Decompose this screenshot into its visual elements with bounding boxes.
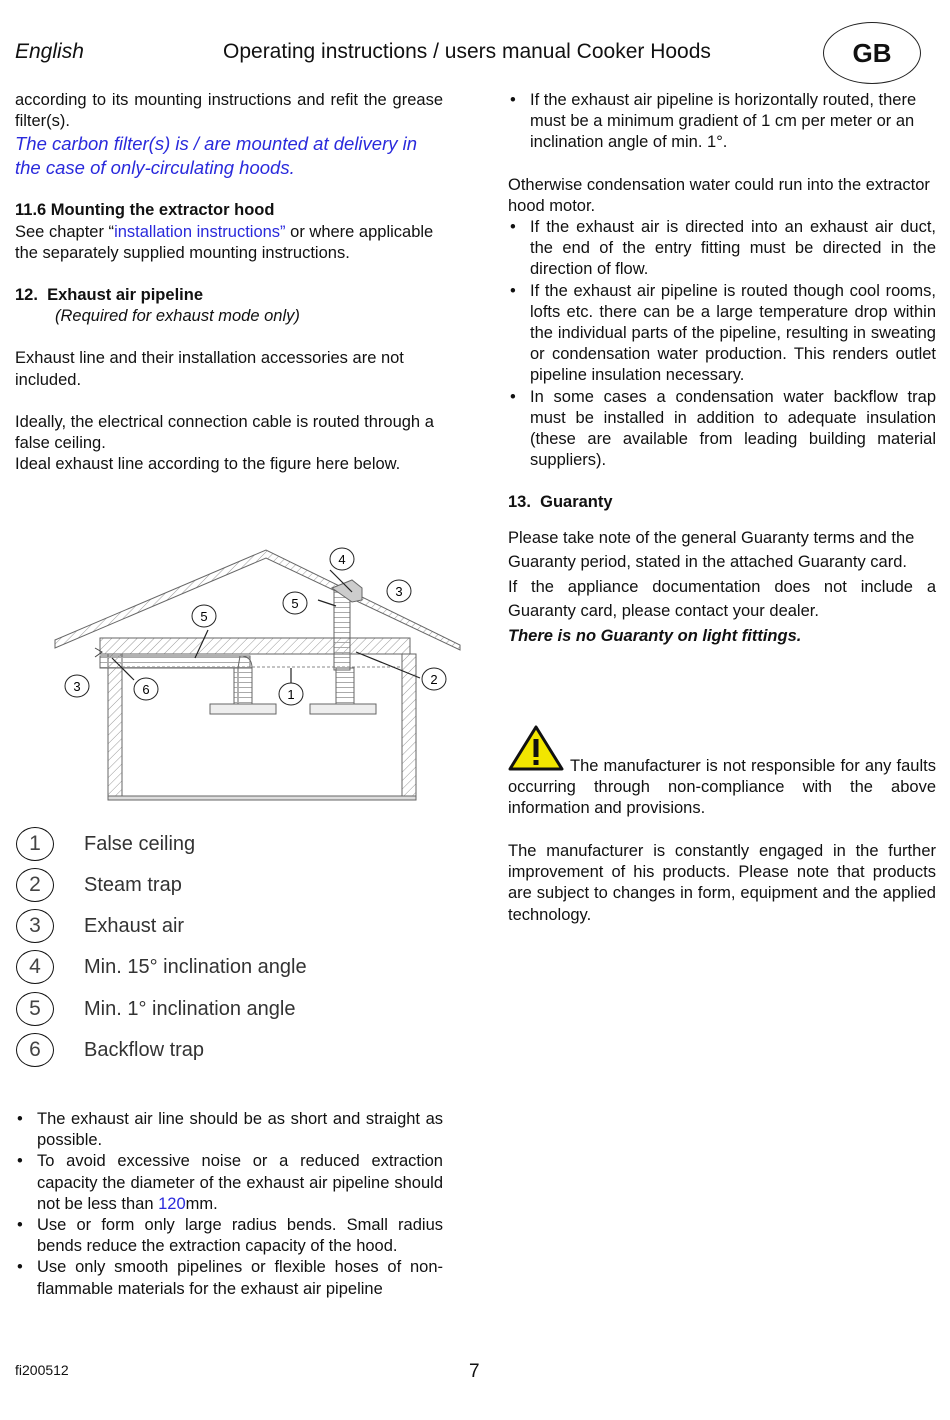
svg-text:5: 5 <box>200 609 208 624</box>
carbon-filter-note: The carbon filter(s) is / are mounted at delivery in the case of only-circulating hoods. <box>15 133 418 178</box>
list-item: • Use only smooth pipelines or flexible hoses of non-flammable materials for the exhaust air pipeline <box>15 1257 443 1299</box>
list-item: • To avoid excessive noise or a reduced extraction capacity the diameter of the exhaust air pipeline should not be less than 120mm. <box>15 1151 443 1215</box>
header-language: English <box>15 40 84 63</box>
legend-item <box>16 906 184 946</box>
language-badge: GB <box>823 22 921 84</box>
legend-item <box>16 865 182 905</box>
legend-number: 2 <box>16 868 54 902</box>
legend-item <box>16 824 195 864</box>
installation-instructions-link[interactable]: installation instructions” <box>114 222 286 241</box>
product-improvement-paragraph: The manufacturer is constantly engaged in the further improvement of his products. Please note that products are subject to changes in form, equipment and the applied technology. <box>508 842 936 924</box>
condensation-paragraph: Otherwise condensation water could run into the extractor hood motor. <box>508 175 930 215</box>
list-item: • If the exhaust air is directed into an exhaust air duct, the end of the entry fitting must be directed in the direction of flow. <box>508 217 936 281</box>
hood-right <box>310 704 376 714</box>
light-fittings-note: There is no Guaranty on light fittings. <box>508 626 802 645</box>
document-code: fi200512 <box>15 1362 69 1378</box>
legend-item <box>16 947 307 987</box>
exhaust-line-diagram <box>40 540 480 810</box>
svg-text:5: 5 <box>291 596 299 611</box>
legend-number: 6 <box>16 1033 54 1067</box>
callout-4 <box>330 548 354 570</box>
legend-label: Min. 1° inclination angle <box>84 997 296 1020</box>
svg-text:3: 3 <box>395 584 403 599</box>
cable-routing-paragraph: Ideally, the electrical connection cable is routed through a false ceiling. <box>15 412 434 453</box>
hood-chimney-left <box>234 668 252 704</box>
callout-3-left <box>65 675 89 697</box>
see-chapter-paragraph: See chapter “installation instructions” or where applicable the separately supplied mounting instructions. <box>15 222 434 262</box>
svg-text:6: 6 <box>142 682 150 697</box>
legend-number: 3 <box>16 909 54 943</box>
right-column-text <box>508 90 936 648</box>
callout-6-left <box>134 678 158 700</box>
not-included-paragraph: Exhaust line and their installation accessories are not included. <box>15 349 404 389</box>
legend-label: Min. 15° inclination angle <box>84 955 307 978</box>
list-item: • In some cases a condensation water backflow trap must be installed in addition to adequate insulation (these are available from leading building material suppliers). <box>508 387 936 472</box>
header-title: Operating instructions / users manual Cooker Hoods <box>223 40 711 63</box>
list-item: • If the exhaust air pipeline is routed though cool rooms, lofts etc. there can be a large temperature drop within the individual parts of the pipeline, resulting in sweating or condensation water production. This renders outlet pipeline insulation necessary. <box>508 281 936 387</box>
callout-1 <box>279 683 303 705</box>
list-item: • If the exhaust air pipeline is horizontally routed, there must be a minimum gradient of 1 cm per meter or an inclination angle of min. 1°. <box>508 90 936 154</box>
legend-number: 1 <box>16 827 54 861</box>
floor <box>108 796 416 800</box>
legend-item <box>16 1030 204 1070</box>
manufacturer-liability-paragraph: The manufacturer is not responsible for any faults occurring through non-compliance with the above information and provisions. <box>508 757 936 818</box>
callout-2 <box>422 668 446 690</box>
refit-paragraph: according to its mounting instructions and refit the grease filter(s). <box>15 91 443 131</box>
left-column-text <box>15 90 443 475</box>
list-item: • The exhaust air line should be as short and straight as possible. <box>15 1109 443 1151</box>
hood-chimney-right <box>336 668 354 704</box>
section-11-6-heading: 11.6 Mounting the extractor hood <box>15 201 275 220</box>
callout-6-top <box>283 592 307 614</box>
ideal-line-paragraph: Ideal exhaust line according to the figure here below. <box>15 455 401 474</box>
list-item: • Use or form only large radius bends. Small radius bends reduce the extraction capacity of the hood. <box>15 1215 443 1257</box>
svg-text:2: 2 <box>430 672 438 687</box>
legend-label: Steam trap <box>84 873 182 896</box>
svg-text:3: 3 <box>73 679 81 694</box>
guaranty-terms-paragraph: Please take note of the general Guaranty terms and the Guaranty period, stated in the attached Guaranty card. <box>508 528 915 572</box>
pipeline-rules <box>15 1109 443 1300</box>
legend-label: False ceiling <box>84 832 196 855</box>
legend-number: 5 <box>16 992 54 1026</box>
legend-label: Backflow trap <box>84 1038 205 1061</box>
left-wall <box>108 654 122 800</box>
arrow-6-top <box>318 600 336 606</box>
legend-label: Exhaust air <box>84 914 185 937</box>
callout-3-top <box>387 580 411 602</box>
section-12-heading: 12. Exhaust air pipeline <box>15 286 203 305</box>
svg-text:1: 1 <box>287 687 295 702</box>
callout-5 <box>192 605 216 627</box>
section-13-heading: 13. Guaranty <box>508 493 613 512</box>
section-12-subtitle: (Required for exhaust mode only) <box>55 307 300 326</box>
hood-left <box>210 704 276 714</box>
svg-text:4: 4 <box>338 552 346 567</box>
ceiling-slab <box>100 638 410 654</box>
legend-item <box>16 989 295 1029</box>
vertical-pipe <box>334 588 350 670</box>
page-number: 7 <box>469 1361 480 1382</box>
legend-number: 4 <box>16 950 54 984</box>
horizontal-pipe <box>100 656 250 668</box>
guaranty-card-paragraph: If the appliance documentation does not include a Guaranty card, please contact your dealer. <box>508 577 936 621</box>
